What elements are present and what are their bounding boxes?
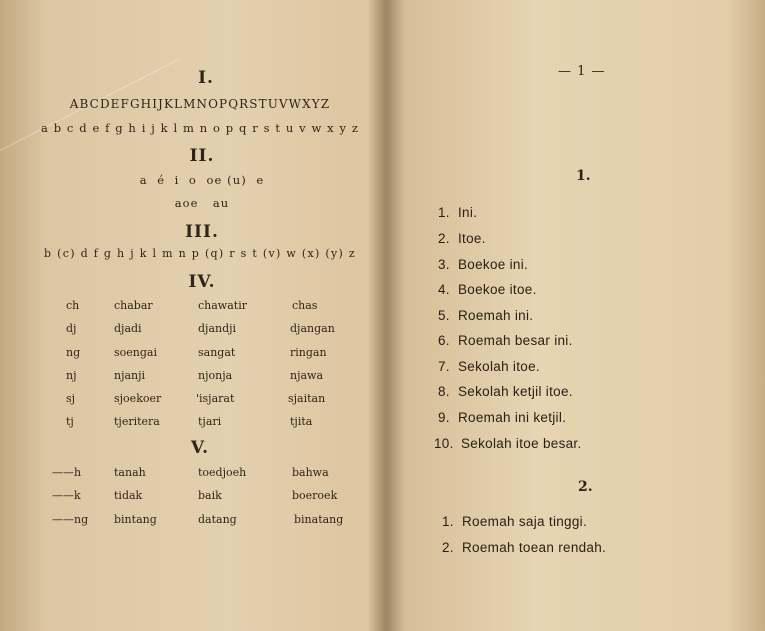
- item-number: 2.: [438, 231, 450, 246]
- table-cell: datang: [198, 513, 237, 526]
- table-cell: nj: [66, 369, 77, 382]
- item-text: Sekolah itoe.: [458, 359, 540, 374]
- item-text: Roemah saja tinggi.: [462, 514, 588, 529]
- table-cell: chas: [292, 299, 318, 312]
- table-cell: boeroek: [292, 489, 338, 502]
- item-text: Itoe.: [458, 231, 486, 246]
- right-page: [398, 0, 765, 631]
- table-cell: dj: [66, 322, 77, 335]
- lowercase-alphabet: a b c d e f g h i j k l m n o p q r s t u v w x y z: [41, 121, 359, 135]
- item-text: Boekoe itoe.: [458, 282, 537, 297]
- table-cell: njawa: [290, 369, 324, 382]
- table-cell: ——ng: [52, 513, 89, 526]
- table-cell: 'isjarat: [196, 392, 235, 405]
- table-cell: chawatir: [198, 299, 247, 312]
- table-cell: tjari: [198, 415, 222, 428]
- item-text: Roemah ini ketjil.: [458, 410, 567, 425]
- item-number: 9.: [438, 410, 450, 425]
- table-cell: bahwa: [292, 466, 329, 479]
- item-number: 10.: [434, 436, 454, 451]
- table-cell: tjita: [290, 415, 313, 428]
- item-number: 6.: [438, 333, 450, 348]
- table-cell: djadi: [114, 322, 142, 335]
- item-text: Roemah ini.: [458, 308, 534, 323]
- item-text: Boekoe ini.: [458, 257, 529, 272]
- table-cell: tj: [66, 415, 74, 428]
- table-cell: ringan: [290, 346, 327, 359]
- table-cell: ——k: [52, 489, 81, 502]
- item-number: 8.: [438, 384, 450, 399]
- table-cell: ch: [66, 299, 80, 312]
- table-cell: ng: [66, 346, 81, 359]
- vowels-line: a é i o oe (u) e: [139, 173, 265, 187]
- table-cell: tidak: [114, 489, 143, 502]
- item-text: Roemah toean rendah.: [462, 540, 607, 555]
- table-cell: sangat: [198, 346, 236, 359]
- item-number: 1.: [438, 205, 450, 220]
- item-text: Sekolah itoe besar.: [461, 436, 582, 451]
- table-cell: sjaitan: [288, 392, 326, 405]
- table-cell: ——h: [52, 466, 82, 479]
- table-cell: sj: [66, 392, 76, 405]
- consonants-line: b (c) d f g h j k l m n p (q) r s t (v) w (x) (y) z: [44, 247, 356, 260]
- item-text: Ini.: [458, 205, 478, 220]
- table-cell: soengai: [114, 346, 157, 359]
- page-number: — 1 —: [558, 64, 606, 79]
- exercise-2-number: 2.: [578, 479, 593, 495]
- table-cell: baik: [198, 489, 222, 502]
- item-text: Sekolah ketjil itoe.: [458, 384, 573, 399]
- section-2-heading: II.: [189, 146, 215, 166]
- item-number: 5.: [438, 308, 450, 323]
- item-number: 1.: [442, 514, 454, 529]
- item-number: 2.: [442, 540, 454, 555]
- table-cell: djangan: [290, 322, 335, 335]
- item-number: 4.: [438, 282, 450, 297]
- uppercase-alphabet: ABCDEFGHIJKLMNOPQRSTUVWXYZ: [69, 97, 331, 111]
- table-cell: bintang: [114, 513, 157, 526]
- section-5-heading: V.: [190, 438, 210, 458]
- table-cell: toedjoeh: [198, 466, 247, 479]
- section-3-heading: III.: [185, 222, 219, 242]
- item-number: 7.: [438, 359, 450, 374]
- item-number: 3.: [438, 257, 450, 272]
- table-cell: chabar: [114, 299, 153, 312]
- table-cell: njanji: [114, 369, 146, 382]
- diphthongs-line: aoe au: [174, 196, 230, 210]
- section-4-heading: IV.: [188, 272, 216, 292]
- table-cell: binatang: [294, 513, 344, 526]
- table-cell: sjoekoer: [114, 392, 162, 405]
- item-text: Roemah besar ini.: [458, 333, 573, 348]
- section-1-heading: I.: [198, 68, 214, 88]
- table-cell: djandji: [198, 322, 237, 335]
- exercise-1-number: 1.: [576, 168, 591, 184]
- table-cell: tjeritera: [114, 415, 160, 428]
- table-cell: tanah: [114, 466, 146, 479]
- table-cell: njonja: [198, 369, 233, 382]
